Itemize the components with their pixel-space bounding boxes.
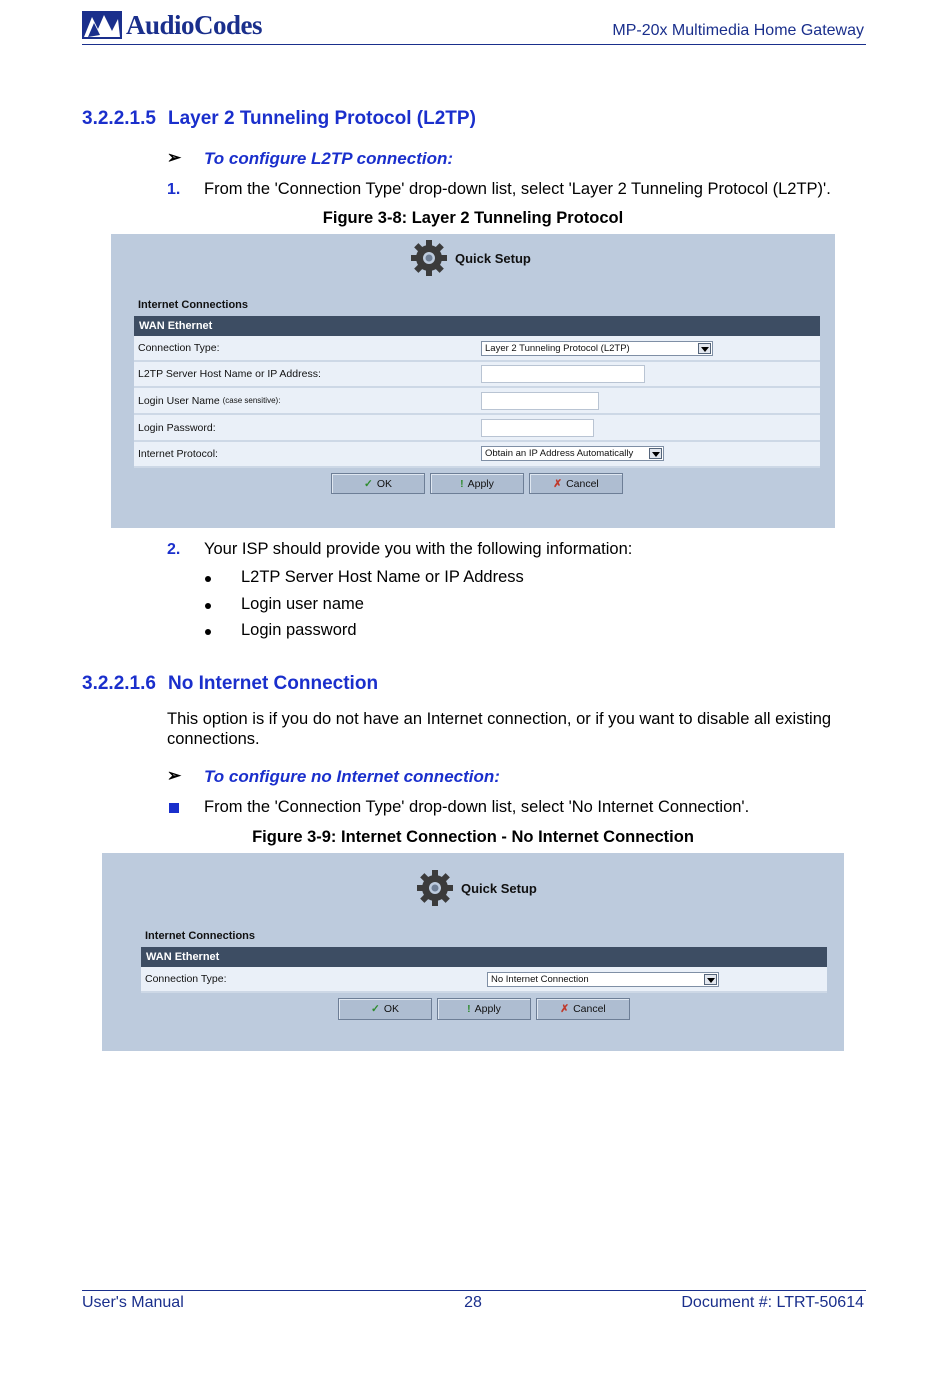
bullet-item: Login password <box>241 621 357 639</box>
apply-button[interactable] <box>437 998 531 1020</box>
internet-protocol-select[interactable] <box>481 446 664 461</box>
close-icon: ✗ <box>553 477 563 490</box>
step-text: From the 'Connection Type' drop-down list, select 'Layer 2 Tunneling Protocol (L2TP)'. <box>204 180 831 198</box>
connection-type-select[interactable] <box>481 341 713 356</box>
step-text: Your ISP should provide you with the following information: <box>204 540 633 558</box>
arrow-bullet-icon: ➢ <box>167 148 182 167</box>
step-number: 2. <box>167 541 181 558</box>
section-number: 3.2.2.1.6 <box>82 673 156 694</box>
section-title: No Internet Connection <box>168 673 379 694</box>
arrow-bullet-icon: ➢ <box>167 766 182 785</box>
footer-document-number: Document #: LTRT-50614 <box>681 1294 864 1311</box>
wan-ethernet-bar: WAN Ethernet <box>134 316 820 336</box>
section-title: Layer 2 Tunneling Protocol (L2TP) <box>168 108 476 129</box>
select-value: Layer 2 Tunneling Protocol (L2TP) <box>485 343 630 354</box>
row-label: Connection Type: <box>138 342 220 354</box>
procedure-heading: To configure L2TP connection: <box>204 149 454 168</box>
row-label: Connection Type: <box>145 973 227 985</box>
row-label: Login User Name <box>138 394 220 407</box>
exclamation-icon: ! <box>460 477 464 490</box>
apply-button-label: Apply <box>467 477 494 490</box>
quick-setup-header <box>415 867 537 909</box>
bullet-icon <box>205 603 211 609</box>
login-user-name-input[interactable] <box>481 392 599 410</box>
l2tp-server-input[interactable] <box>481 365 645 383</box>
check-icon: ✓ <box>371 1003 380 1015</box>
procedure-heading: To configure no Internet connection: <box>204 767 500 786</box>
connection-type-select[interactable] <box>487 972 719 987</box>
footer-page-number: 28 <box>464 1294 482 1311</box>
ok-button[interactable] <box>331 473 425 494</box>
select-value: Obtain an IP Address Automatically <box>485 448 634 459</box>
footer-left: User's Manual <box>82 1294 184 1311</box>
section-heading-no-internet <box>82 673 378 695</box>
check-icon: ✓ <box>364 477 373 490</box>
audiocodes-logo-icon <box>82 9 122 41</box>
step-text: From the 'Connection Type' drop-down list, select 'No Internet Connection'. <box>204 798 750 816</box>
chevron-down-icon <box>698 343 711 354</box>
gear-icon <box>409 238 449 278</box>
internet-connections-label: Internet Connections <box>145 930 256 942</box>
row-label-note: (case sensitive): <box>222 396 281 405</box>
row-label: Login Password: <box>138 421 216 434</box>
bullet-item: L2TP Server Host Name or IP Address <box>241 568 524 586</box>
step-number: 1. <box>167 181 181 198</box>
quick-setup-title: Quick Setup <box>461 880 537 896</box>
cancel-button[interactable] <box>529 473 623 494</box>
bullet-item: Login user name <box>241 595 364 613</box>
chevron-down-icon <box>704 974 717 985</box>
figure-caption: Figure 3-9: Internet Connection - No Internet Connection <box>252 828 694 846</box>
select-value: No Internet Connection <box>491 974 589 985</box>
cancel-button-label: Cancel <box>566 477 599 490</box>
exclamation-icon: ! <box>467 1003 471 1015</box>
quick-setup-screenshot-no-internet <box>102 853 844 1051</box>
footer-divider <box>82 1290 866 1291</box>
quick-setup-header <box>409 237 531 279</box>
row-connection-type <box>141 967 827 993</box>
ok-button[interactable] <box>338 998 432 1020</box>
gear-icon <box>415 868 455 908</box>
internet-connections-label: Internet Connections <box>138 299 249 311</box>
quick-setup-screenshot-l2tp <box>111 234 835 528</box>
cancel-button[interactable] <box>536 998 630 1020</box>
header-divider <box>82 44 866 45</box>
row-login-user-name <box>134 388 820 415</box>
square-bullet-icon <box>169 803 179 813</box>
quick-setup-title: Quick Setup <box>455 250 531 266</box>
ok-button-label: OK <box>376 477 392 490</box>
apply-button[interactable] <box>430 473 524 494</box>
ok-button-label: OK <box>383 1003 399 1015</box>
apply-button-label: Apply <box>474 1003 501 1015</box>
chevron-down-icon <box>649 448 662 459</box>
bullet-icon <box>205 576 211 582</box>
logo-text: AudioCodes <box>126 9 263 40</box>
login-password-input[interactable] <box>481 419 594 437</box>
section-intro: This option is if you do not have an Internet connection, or if you want to disable all existing connections. <box>167 710 832 748</box>
row-label: Internet Protocol: <box>138 448 218 460</box>
row-internet-protocol <box>134 442 820 468</box>
row-label: L2TP Server Host Name or IP Address: <box>138 368 321 380</box>
bullet-icon <box>205 629 211 635</box>
section-heading-l2tp <box>82 108 476 130</box>
section-number: 3.2.2.1.5 <box>82 108 156 129</box>
audiocodes-logo <box>82 8 262 42</box>
row-connection-type <box>134 336 820 362</box>
wan-ethernet-bar: WAN Ethernet <box>141 947 827 967</box>
row-l2tp-server <box>134 362 820 388</box>
row-login-password <box>134 415 820 442</box>
figure-caption: Figure 3-8: Layer 2 Tunneling Protocol <box>322 209 624 227</box>
document-header-title: MP-20x Multimedia Home Gateway <box>612 22 864 39</box>
close-icon: ✗ <box>560 1003 570 1015</box>
cancel-button-label: Cancel <box>573 1003 606 1015</box>
